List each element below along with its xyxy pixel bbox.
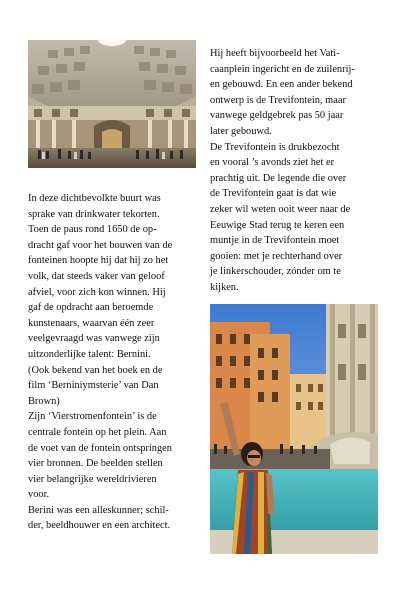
text-line: Toen de paus rond 1650 de op- bbox=[28, 224, 157, 236]
pantheon-interior-photo bbox=[28, 40, 196, 168]
text-line: In deze dichtbevolkte buurt was bbox=[28, 193, 161, 204]
text-line: vanwege geldgebrek pas 50 jaar bbox=[210, 110, 344, 122]
text-line: prachtig uit. De legende die over bbox=[210, 172, 347, 184]
text-line: de Trevifontein gaat is dat wie bbox=[210, 188, 337, 200]
text-line: vier bronnen. De beelden stellen bbox=[28, 458, 163, 470]
trevi-fountain-photo bbox=[210, 304, 378, 554]
text-line: de voet van de fontein ontspringen bbox=[28, 442, 172, 454]
text-line: Hij heeft bijvoorbeeld het Vati- bbox=[210, 48, 340, 59]
text-line: kunstenaars, waarvan één zeer bbox=[28, 317, 155, 329]
text-line: ontwerp is de Trevifontein, maar bbox=[210, 94, 346, 106]
text-line: De Trevifontein is drukbezocht bbox=[210, 141, 340, 153]
text-line: later gebouwd. bbox=[210, 125, 272, 137]
text-line: film ‘Berniniymsterie’ van Dan bbox=[28, 380, 159, 392]
text-line: centrale fontein op het plein. Aan bbox=[28, 426, 167, 438]
text-line: gooien: met je rechterhand over bbox=[210, 250, 343, 262]
text-line: caanplein ingericht en de zuilenrij- bbox=[210, 63, 355, 75]
text-line: volk, dat steeds vaker van geloof bbox=[28, 270, 165, 282]
text-line: der, beeldhouwer en een architect. bbox=[28, 520, 171, 532]
text-line: Eeuwige Stad terug te keren een bbox=[210, 219, 345, 231]
text-line: afviel, voor zich kon winnen. Hij bbox=[28, 286, 166, 298]
text-line: je linkerschouder, zónder om te bbox=[210, 266, 341, 278]
text-line: Zijn ‘Vierstromenfontein’ is de bbox=[28, 411, 157, 423]
text-line: vier belangrijke wereldrivieren bbox=[28, 473, 157, 485]
text-line: kijken. bbox=[210, 281, 239, 293]
text-line: dracht gaf voor het bouwen van de bbox=[28, 239, 173, 251]
text-line: fonteinen hoopte hij dat hij zo het bbox=[28, 255, 169, 267]
text-line: uitzonderlijke talent: Bernini. bbox=[28, 348, 151, 360]
text-line: en gebouwd. En een ander bekend bbox=[210, 79, 353, 91]
text-line: Brown) bbox=[28, 395, 60, 407]
text-line: sprake van drinkwater tekorten. bbox=[28, 208, 160, 220]
text-line: voor. bbox=[28, 489, 50, 501]
text-line: veelgevraagd was vanwege zijn bbox=[28, 333, 160, 345]
text-line: (Ook bekend van het boek en de bbox=[28, 364, 163, 376]
text-line: en vooral ’s avonds ziet het er bbox=[210, 157, 335, 169]
text-line: gaf de opdracht aan beroemde bbox=[28, 302, 154, 314]
text-line: muntje in de Trevifontein moet bbox=[210, 235, 340, 247]
left-text-column bbox=[28, 191, 203, 534]
right-text-column bbox=[210, 46, 384, 296]
text-line: zeker wil weten ooit weer naar de bbox=[210, 203, 351, 215]
text-line: Berini was een alleskunner; schil- bbox=[28, 504, 169, 516]
